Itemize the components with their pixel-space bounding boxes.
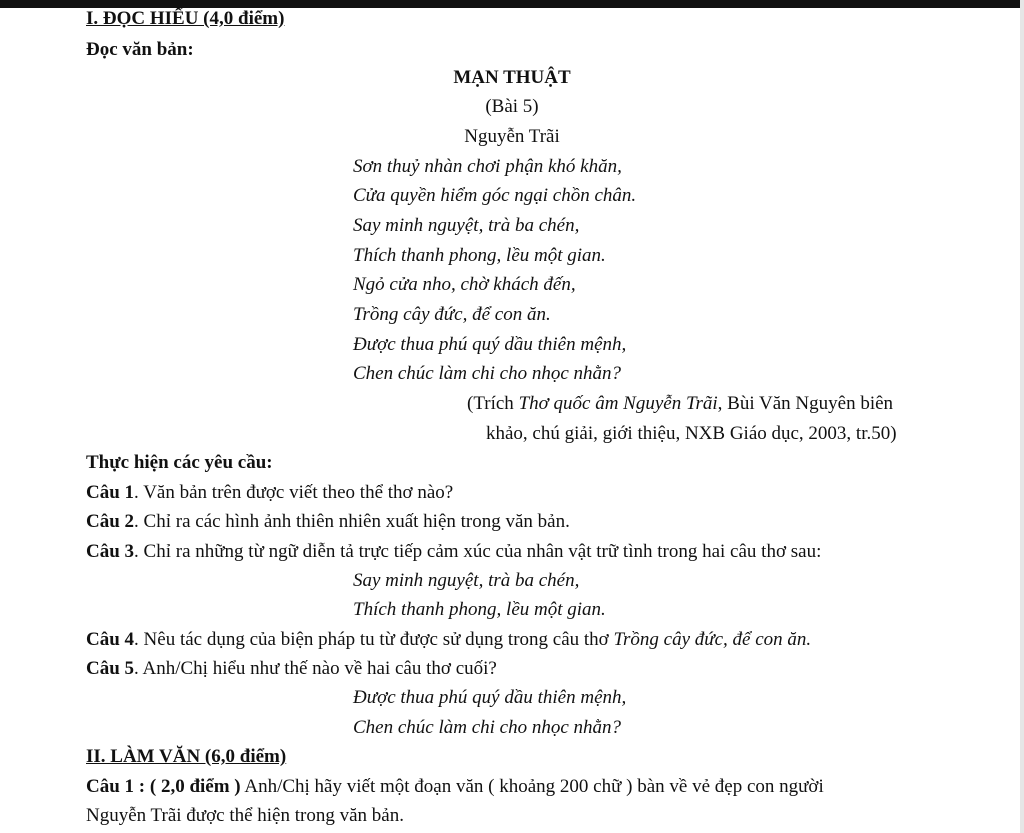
section2-heading: II. LÀM VĂN (6,0 điểm): [86, 746, 287, 767]
question-5-label: Câu 5: [86, 658, 135, 679]
citation-source: Thơ quốc âm Nguyễn Trãi: [518, 393, 718, 414]
poem-line-4: Thích thanh phong, lều một gian.: [353, 245, 606, 266]
question-4-label: Câu 4: [86, 629, 135, 650]
poem-line-8: Chen chúc làm chi cho nhọc nhằn?: [353, 363, 622, 384]
poem-line-3: Say minh nguyệt, trà ba chén,: [353, 215, 580, 236]
poem-author: Nguyễn Trãi: [464, 126, 560, 147]
question-1: [86, 481, 453, 505]
poem-line-7: Được thua phú quý dầu thiên mệnh,: [353, 334, 627, 355]
citation-line-1: [467, 392, 893, 416]
poem-title: MẠN THUẬT: [453, 67, 571, 88]
question-3-quote-1: Say minh nguyệt, trà ba chén,: [353, 570, 580, 591]
read-label: Đọc văn bản:: [86, 39, 194, 60]
question-3-text: . Chỉ ra những từ ngữ diễn tả trực tiếp cảm xúc của nhân vật trữ tình trong hai câu thơ sau:: [134, 541, 822, 562]
question-5-quote-2: Chen chúc làm chi cho nhọc nhằn?: [353, 717, 622, 738]
poem-line-5: Ngỏ cửa nho, chờ khách đến,: [353, 274, 576, 295]
question-1-label: Câu 1: [86, 482, 135, 503]
question-1-text: . Văn bản trên được viết theo thể thơ nào?: [134, 482, 454, 503]
question-5-quote-1: Được thua phú quý dầu thiên mệnh,: [353, 687, 627, 708]
writing-task-text: Anh/Chị hãy viết một đoạn văn ( khoảng 200 chữ ) bàn về vẻ đẹp con người: [240, 776, 824, 797]
question-4-text: . Nêu tác dụng của biện pháp tu từ được sử dụng trong câu thơ: [134, 629, 614, 650]
writing-task-label: Câu 1 : ( 2,0 điểm ): [86, 776, 241, 797]
question-3: [86, 540, 821, 564]
question-5: [86, 657, 497, 681]
poem-line-1: Sơn thuỷ nhàn chơi phận khó khăn,: [353, 156, 622, 177]
poem-subtitle: (Bài 5): [485, 96, 539, 117]
question-2-label: Câu 2: [86, 511, 135, 532]
requirements-heading: Thực hiện các yêu cầu:: [86, 452, 273, 473]
citation-post: , Bùi Văn Nguyên biên: [717, 393, 894, 414]
question-2-text: . Chỉ ra các hình ảnh thiên nhiên xuất hiện trong văn bản.: [134, 511, 570, 532]
question-2: [86, 510, 570, 534]
question-4: [86, 628, 811, 652]
writing-task-line-1: [86, 775, 824, 799]
question-4-italic: Trồng cây đức, để con ăn.: [613, 629, 812, 650]
question-5-text: . Anh/Chị hiểu như thế nào về hai câu thơ cuối?: [134, 658, 497, 679]
question-3-label: Câu 3: [86, 541, 135, 562]
poem-line-6: Trồng cây đức, để con ăn.: [353, 304, 551, 325]
question-3-quote-2: Thích thanh phong, lều một gian.: [353, 599, 606, 620]
poem-line-2: Cửa quyền hiểm góc ngại chồn chân.: [353, 185, 637, 206]
citation-line-2: khảo, chú giải, giới thiệu, NXB Giáo dục, 2003, tr.50): [486, 423, 897, 444]
writing-task-line-2: Nguyễn Trãi được thể hiện trong văn bản.: [86, 805, 404, 826]
citation-pre: (Trích: [467, 393, 519, 414]
section1-heading: I. ĐỌC HIỂU (4,0 điểm): [86, 8, 285, 29]
